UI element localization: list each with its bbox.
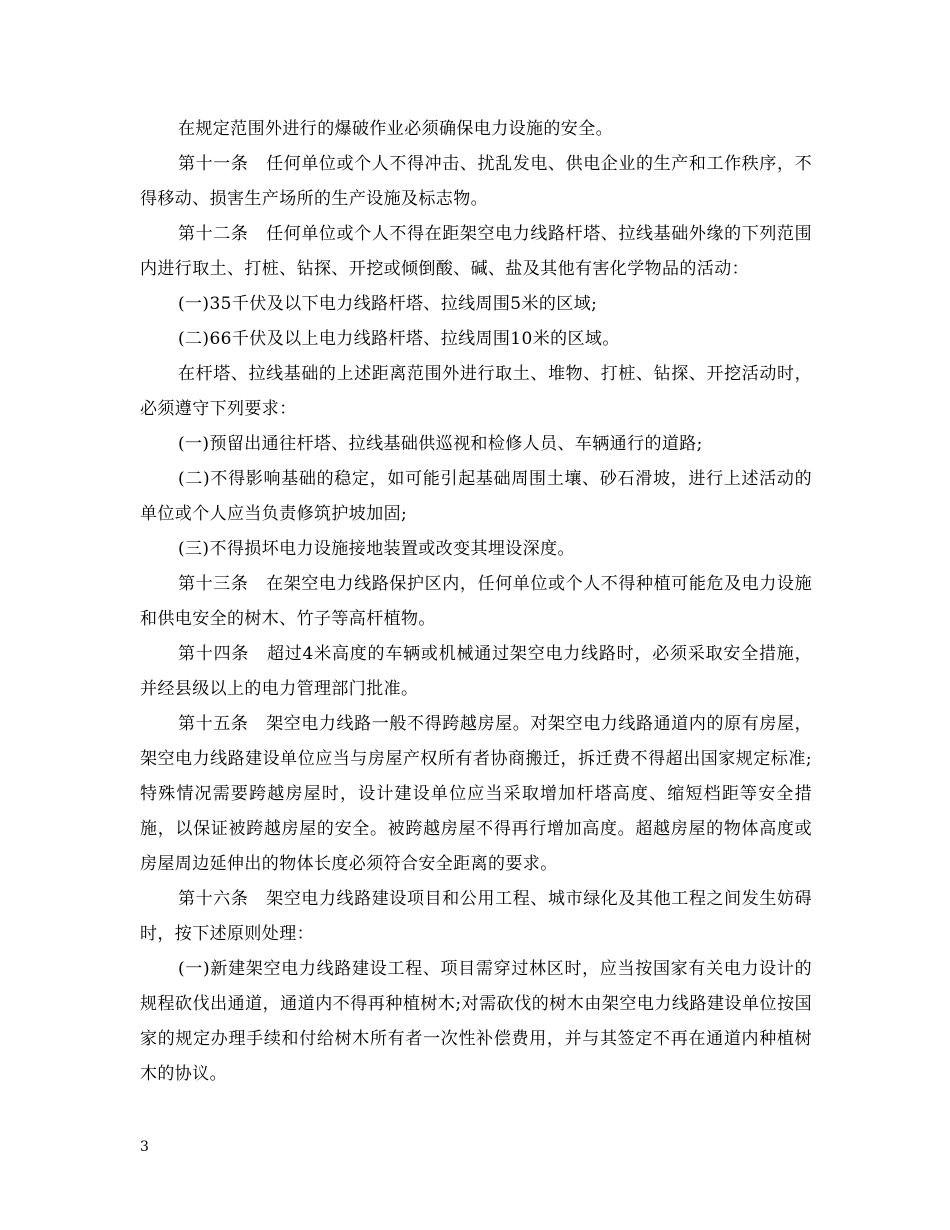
document-body <box>140 112 812 1092</box>
paragraph-requirement-1: (一)预留出通往杆塔、拉线基础供巡视和检修人员、车辆通行的道路; <box>178 434 703 454</box>
paragraph-article-14: 第十四条 超过4米高度的车辆或机械通过架空电力线路时，必须采取安全措施，并经县级以上的电力管理部门批准。 <box>140 644 812 699</box>
paragraph-requirement-2: (二)不得影响基础的稳定，如可能引起基础周围土壤、砂石滑坡，进行上述活动的单位或个人应当负责修筑护坡加固; <box>140 469 812 524</box>
paragraph-article-12-item-2: (二)66千伏及以上电力线路杆塔、拉线周围10米的区域。 <box>178 329 620 349</box>
paragraph-article-12-item-1: (一)35千伏及以下电力线路杆塔、拉线周围5米的区域; <box>178 294 598 314</box>
paragraph-article-13: 第十三条 在架空电力线路保护区内，任何单位或个人不得种植可能危及电力设施和供电安全的树木、竹子等高杆植物。 <box>140 574 812 629</box>
paragraph-article-16-item-1: (一)新建架空电力线路建设工程、项目需穿过林区时，应当按国家有关电力设计的规程砍伐出通道，通道内不得再种植树木;对需砍伐的树木由架空电力线路建设单位按国家的规定办理手续和付给树木所有者一次性补偿费用，并与其签定不再在通道内种植树木的协议。 <box>140 959 812 1084</box>
paragraph-requirement-3: (三)不得损坏电力设施接地装置或改变其埋设深度。 <box>178 539 575 559</box>
paragraph-article-12-requirements: 在杆塔、拉线基础的上述距离范围外进行取土、堆物、打桩、钻探、开挖活动时，必须遵守下列要求： <box>140 364 812 419</box>
paragraph-article-16: 第十六条 架空电力线路建设项目和公用工程、城市绿化及其他工程之间发生妨碍时，按下述原则处理： <box>140 889 812 944</box>
paragraph-article-15: 第十五条 架空电力线路一般不得跨越房屋。对架空电力线路通道内的原有房屋，架空电力线路建设单位应当与房屋产权所有者协商搬迁，拆迁费不得超出国家规定标准;特殊情况需要跨越房屋时，设计建设单位应当采取增加杆塔高度、缩短档距等安全措施，以保证被跨越房屋的安全。被跨越房屋不得再行增加高度。超越房屋的物体高度或房屋周边延伸出的物体长度必须符合安全距离的要求。 <box>140 714 812 874</box>
paragraph-article-11: 第十一条 任何单位或个人不得冲击、扰乱发电、供电企业的生产和工作秩序，不得移动、损害生产场所的生产设施及标志物。 <box>140 154 812 209</box>
page-number: 3 <box>140 1139 149 1155</box>
paragraph-article-12: 第十二条 任何单位或个人不得在距架空电力线路杆塔、拉线基础外缘的下列范围内进行取土、打桩、钻探、开挖或倾倒酸、碱、盐及其他有害化学物品的活动： <box>140 224 812 279</box>
paragraph-blasting-safety: 在规定范围外进行的爆破作业必须确保电力设施的安全。 <box>178 119 613 139</box>
